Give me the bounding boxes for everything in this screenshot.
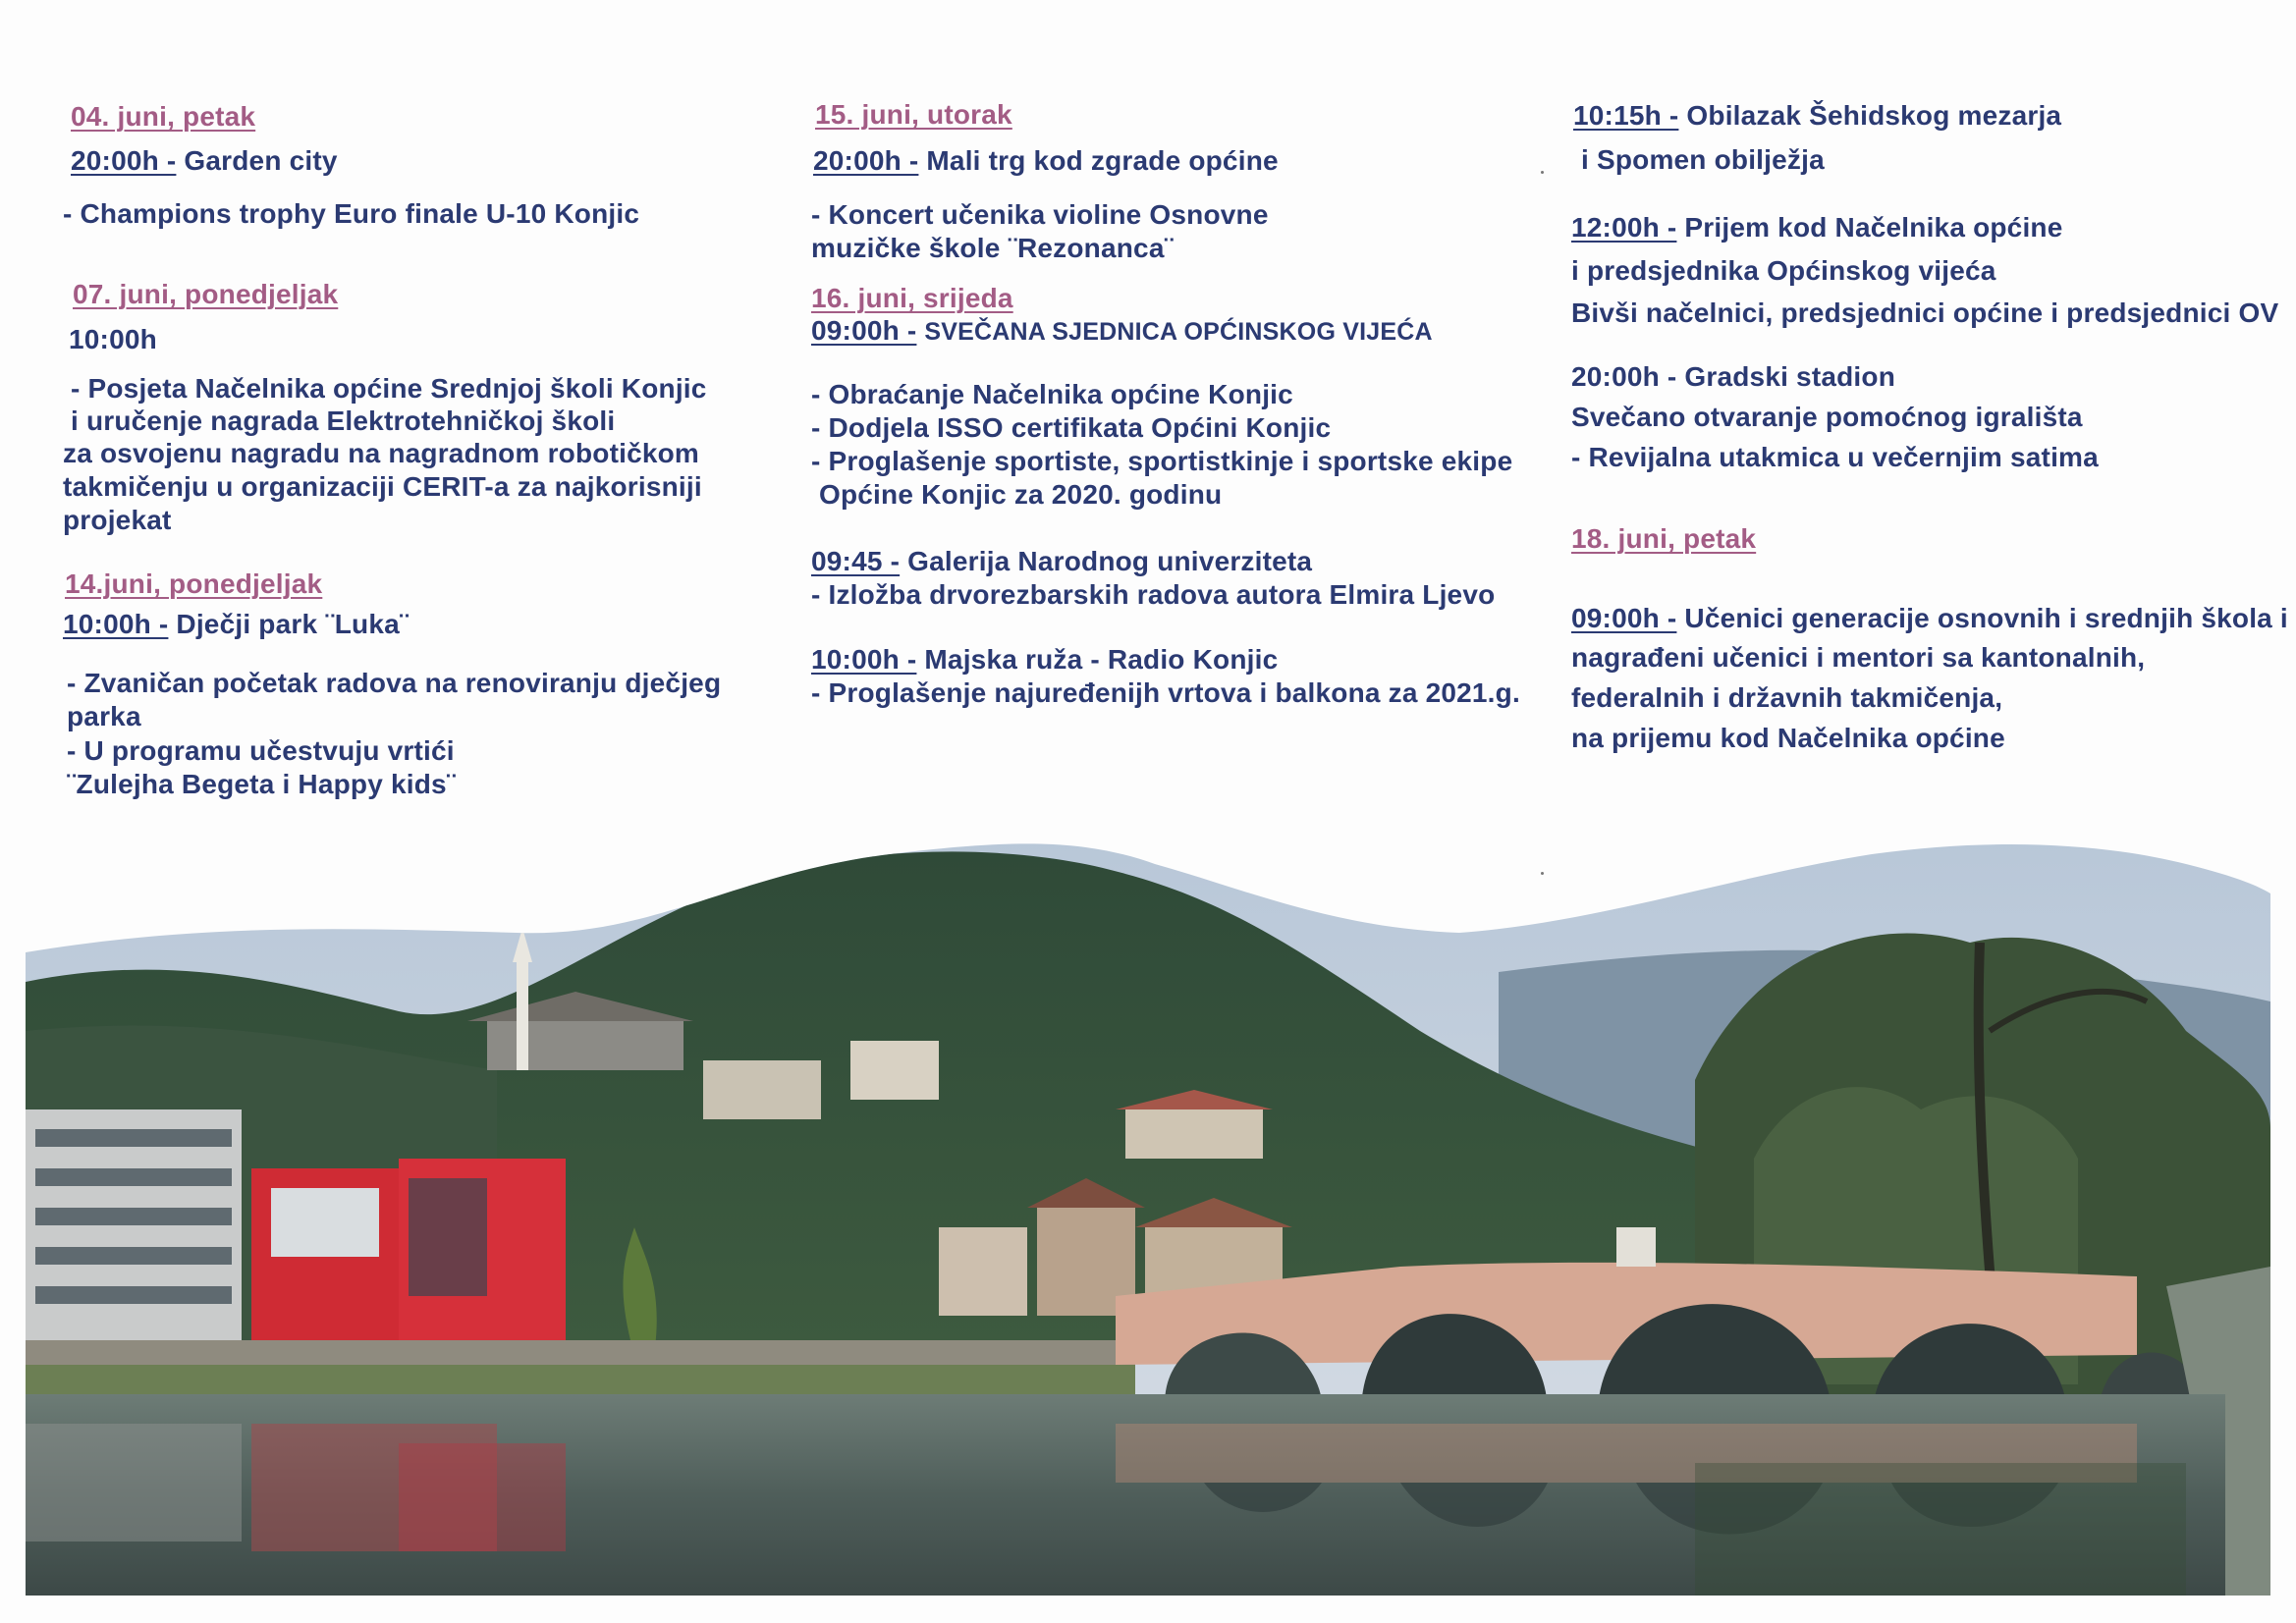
event-time: 20:00h - [813, 145, 919, 176]
event-time: 09:00h - [1571, 603, 1677, 633]
event-description-line: nagrađeni učenici i mentori sa kantonalnih, [1571, 642, 2146, 673]
event-time: 20:00h - [71, 145, 177, 176]
event-place: Učenici generacije osnovnih i srednjih škola i [1684, 603, 2288, 633]
scan-speck [1541, 171, 1544, 174]
event-time-row: 20:00h - Gradski stadion [1571, 361, 1896, 392]
event-time-row [811, 546, 1312, 577]
konjic-bridge-photo [26, 835, 2270, 1596]
event-time: 10:00h - [811, 644, 917, 675]
event-description-line: federalnih i državnih takmičenja, [1571, 682, 2003, 713]
event-place: Garden city [184, 145, 338, 176]
event-time: 10:00h [69, 324, 157, 354]
event-time: 09:00h - [811, 315, 917, 346]
event-time-row [1571, 212, 2063, 243]
event-time: 09:45 - [811, 546, 901, 576]
event-description-line: i uručenje nagrada Elektrotehničkoj školi [71, 406, 616, 436]
event-description-line: - Koncert učenika violine Osnovne [811, 199, 1269, 230]
date-heading: 04. juni, petak [71, 101, 256, 132]
event-place: SVEČANA SJEDNICA OPĆINSKOG VIJEĆA [924, 318, 1433, 346]
event-description-line: ¨Zulejha Begeta i Happy kids¨ [67, 769, 457, 799]
event-time-row [71, 145, 338, 177]
event-description: - Proglašenje najuređenijh vrtova i balkona za 2021.g. [811, 677, 1520, 708]
event-description-line: - Obraćanje Načelnika općine Konjic [811, 379, 1293, 409]
event-description: - Champions trophy Euro finale U-10 Konjic [63, 198, 640, 229]
event-place: Prijem kod Načelnika općine [1684, 212, 2063, 243]
event-time-row [1573, 100, 2061, 132]
event-description-line: - Revijalna utakmica u večernjim satima [1571, 442, 2099, 472]
event-time-row [63, 609, 409, 640]
event-description-line: Bivši načelnici, predsjednici općine i predsjednici OV [1571, 298, 2279, 328]
date-heading: 07. juni, ponedjeljak [73, 279, 339, 309]
event-place: Galerija Narodnog univerziteta [907, 546, 1313, 576]
event-description-line: muzičke škole ¨Rezonanca¨ [811, 233, 1175, 263]
event-description-line: Svečano otvaranje pomoćnog igrališta [1571, 402, 2083, 432]
event-description-line: na prijemu kod Načelnika općine [1571, 723, 2005, 753]
event-description-line: - Proglašenje sportiste, sportistkinje i sportske ekipe [811, 446, 1513, 476]
event-description-line: parka [67, 701, 141, 731]
event-description-line: - Dodjela ISSO certifikata Općini Konjic [811, 412, 1332, 443]
event-time: 12:00h - [1571, 212, 1677, 243]
event-time-row [1571, 603, 2288, 634]
date-heading: 16. juni, srijeda [811, 283, 1013, 313]
event-place: Dječji park ¨Luka¨ [176, 609, 410, 639]
event-time: 10:00h - [63, 609, 169, 639]
event-description-line: - U programu učestvuju vrtići [67, 735, 455, 766]
date-heading: 15. juni, utorak [815, 99, 1012, 130]
event-time-row [811, 644, 1278, 676]
event-time-row [811, 315, 1433, 347]
event-place: Obilazak Šehidskog mezarja [1686, 100, 2062, 131]
event-place: Majska ruža - Radio Konjic [924, 644, 1279, 675]
event-description-line: i predsjednika Općinskog vijeća [1571, 255, 1996, 286]
event-description-line: i Spomen obilježja [1581, 144, 1825, 175]
event-time-row [813, 145, 1279, 177]
event-description-line: takmičenju u organizaciji CERIT-a za najkorisniji [63, 471, 702, 502]
date-heading: 18. juni, petak [1571, 523, 1757, 554]
event-description-line: - Zvaničan početak radova na renoviranju dječjeg [67, 668, 722, 698]
event-place: Mali trg kod zgrade općine [926, 145, 1279, 176]
event-description-line: projekat [63, 505, 172, 535]
event-description-line: - Posjeta Načelnika općine Srednjoj školi Konjic [71, 373, 707, 404]
event-description: - Izložba drvorezbarskih radova autora Elmira Ljevo [811, 579, 1496, 610]
event-description-line: Općine Konjic za 2020. godinu [819, 479, 1223, 510]
event-description-line: za osvojenu nagradu na nagradnom robotičkom [63, 438, 700, 468]
date-heading: 14.juni, ponedjeljak [65, 568, 323, 599]
event-time: 10:15h - [1573, 100, 1679, 131]
